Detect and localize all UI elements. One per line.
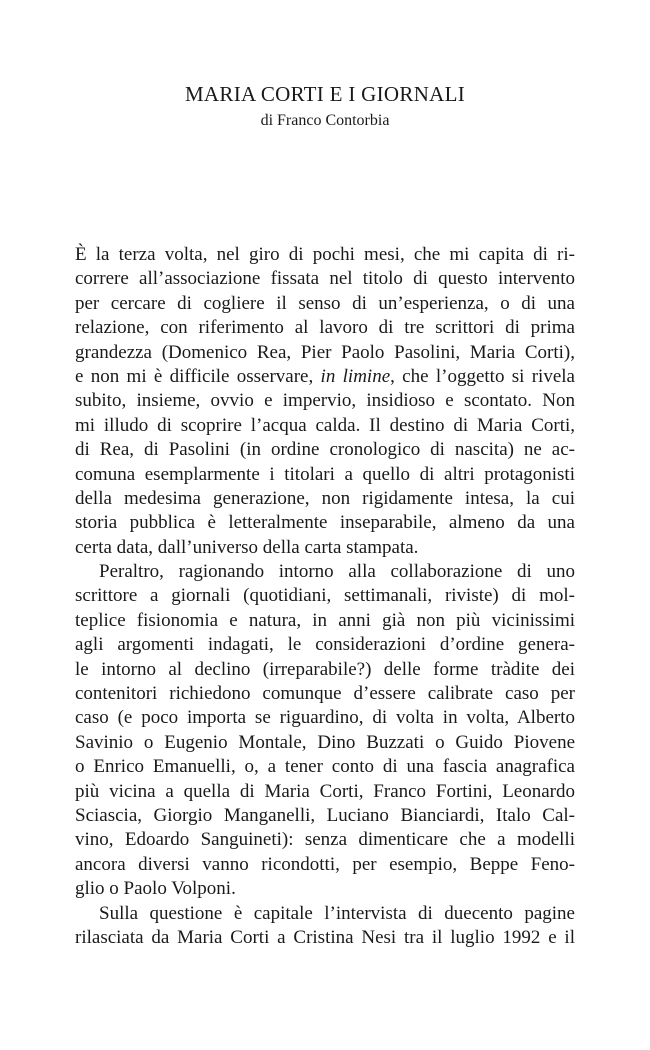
text-line: agli argomenti indagati, le considerazioni d’ordine genera- bbox=[75, 634, 575, 656]
text-line: Sulla questione è capitale l’intervista di duecento pagine bbox=[99, 902, 575, 924]
text-line: glio o Paolo Volponi. bbox=[75, 878, 236, 900]
text-line: subito, insieme, ovvio e impervio, insidioso e scontato. Non bbox=[75, 390, 575, 412]
text-line: teplice fisionomia e natura, in anni già non più vicinissimi bbox=[75, 609, 575, 631]
text-line: ancora diversi vanno ricondotti, per esempio, Beppe Feno- bbox=[75, 853, 575, 875]
text-line: grandezza (Domenico Rea, Pier Paolo Pasolini, Maria Corti), bbox=[75, 341, 575, 363]
chapter-author: di Franco Contorbia bbox=[260, 112, 390, 129]
text-line: mi illudo di scoprire l’acqua calda. Il destino di Maria Corti, bbox=[75, 414, 575, 436]
text-line: scrittore a giornali (quotidiani, settimanali, riviste) di mol- bbox=[75, 585, 575, 607]
text-line: per cercare di cogliere il senso di un’esperienza, o di una bbox=[75, 292, 575, 314]
text-line: rilasciata da Maria Corti a Cristina Nesi tra il luglio 1992 e il bbox=[75, 926, 575, 948]
chapter-title: MARIA CORTI E I GIORNALI bbox=[184, 82, 466, 106]
text-line: le intorno al declino (irreparabile?) delle forme tràdite dei bbox=[75, 658, 575, 680]
text-line: È la terza volta, nel giro di pochi mesi, che mi capita di ri- bbox=[75, 244, 575, 265]
text-line: di Rea, di Pasolini (in ordine cronologico di nascita) ne ac- bbox=[75, 439, 575, 461]
text-line: correre all’associazione fissata nel titolo di questo intervento bbox=[75, 268, 575, 290]
text-line: Sciascia, Giorgio Manganelli, Luciano Bianciardi, Italo Cal- bbox=[75, 804, 575, 826]
text-line: storia pubblica è letteralmente inseparabile, almeno da una bbox=[75, 512, 575, 534]
italic-phrase: in limine bbox=[320, 365, 391, 387]
text-line: caso (e poco importa se riguardino, di volta in volta, Alberto bbox=[75, 707, 575, 729]
text-line: contenitori richiedono comunque d’essere calibrate caso per bbox=[75, 683, 575, 705]
text-line: della medesima generazione, non rigidamente intesa, la cui bbox=[75, 487, 575, 509]
text-line: o Enrico Emanuelli, o, a tener conto di una fascia anagrafica bbox=[75, 756, 575, 778]
text-line: comuna esemplarmente i titolari a quello di altri protagonisti bbox=[75, 463, 575, 485]
text-segment: e non mi è difficile osservare, bbox=[75, 365, 321, 387]
text-line: certa data, dall’universo della carta stampata. bbox=[75, 536, 419, 558]
text-line: vino, Edoardo Sanguineti): senza dimenticare che a modelli bbox=[75, 829, 575, 851]
body-text bbox=[75, 243, 575, 950]
text-line: più vicina a quella di Maria Corti, Franco Fortini, Leonardo bbox=[75, 780, 575, 802]
text-line: Peraltro, ragionando intorno alla collaborazione di uno bbox=[99, 561, 575, 583]
text-line: Savinio o Eugenio Montale, Dino Buzzati o Guido Piovene bbox=[75, 731, 575, 753]
text-line: relazione, con riferimento al lavoro di tre scrittori di prima bbox=[75, 317, 575, 339]
text-segment: , che l’oggetto si rivela bbox=[390, 365, 575, 387]
text-line bbox=[75, 365, 575, 389]
